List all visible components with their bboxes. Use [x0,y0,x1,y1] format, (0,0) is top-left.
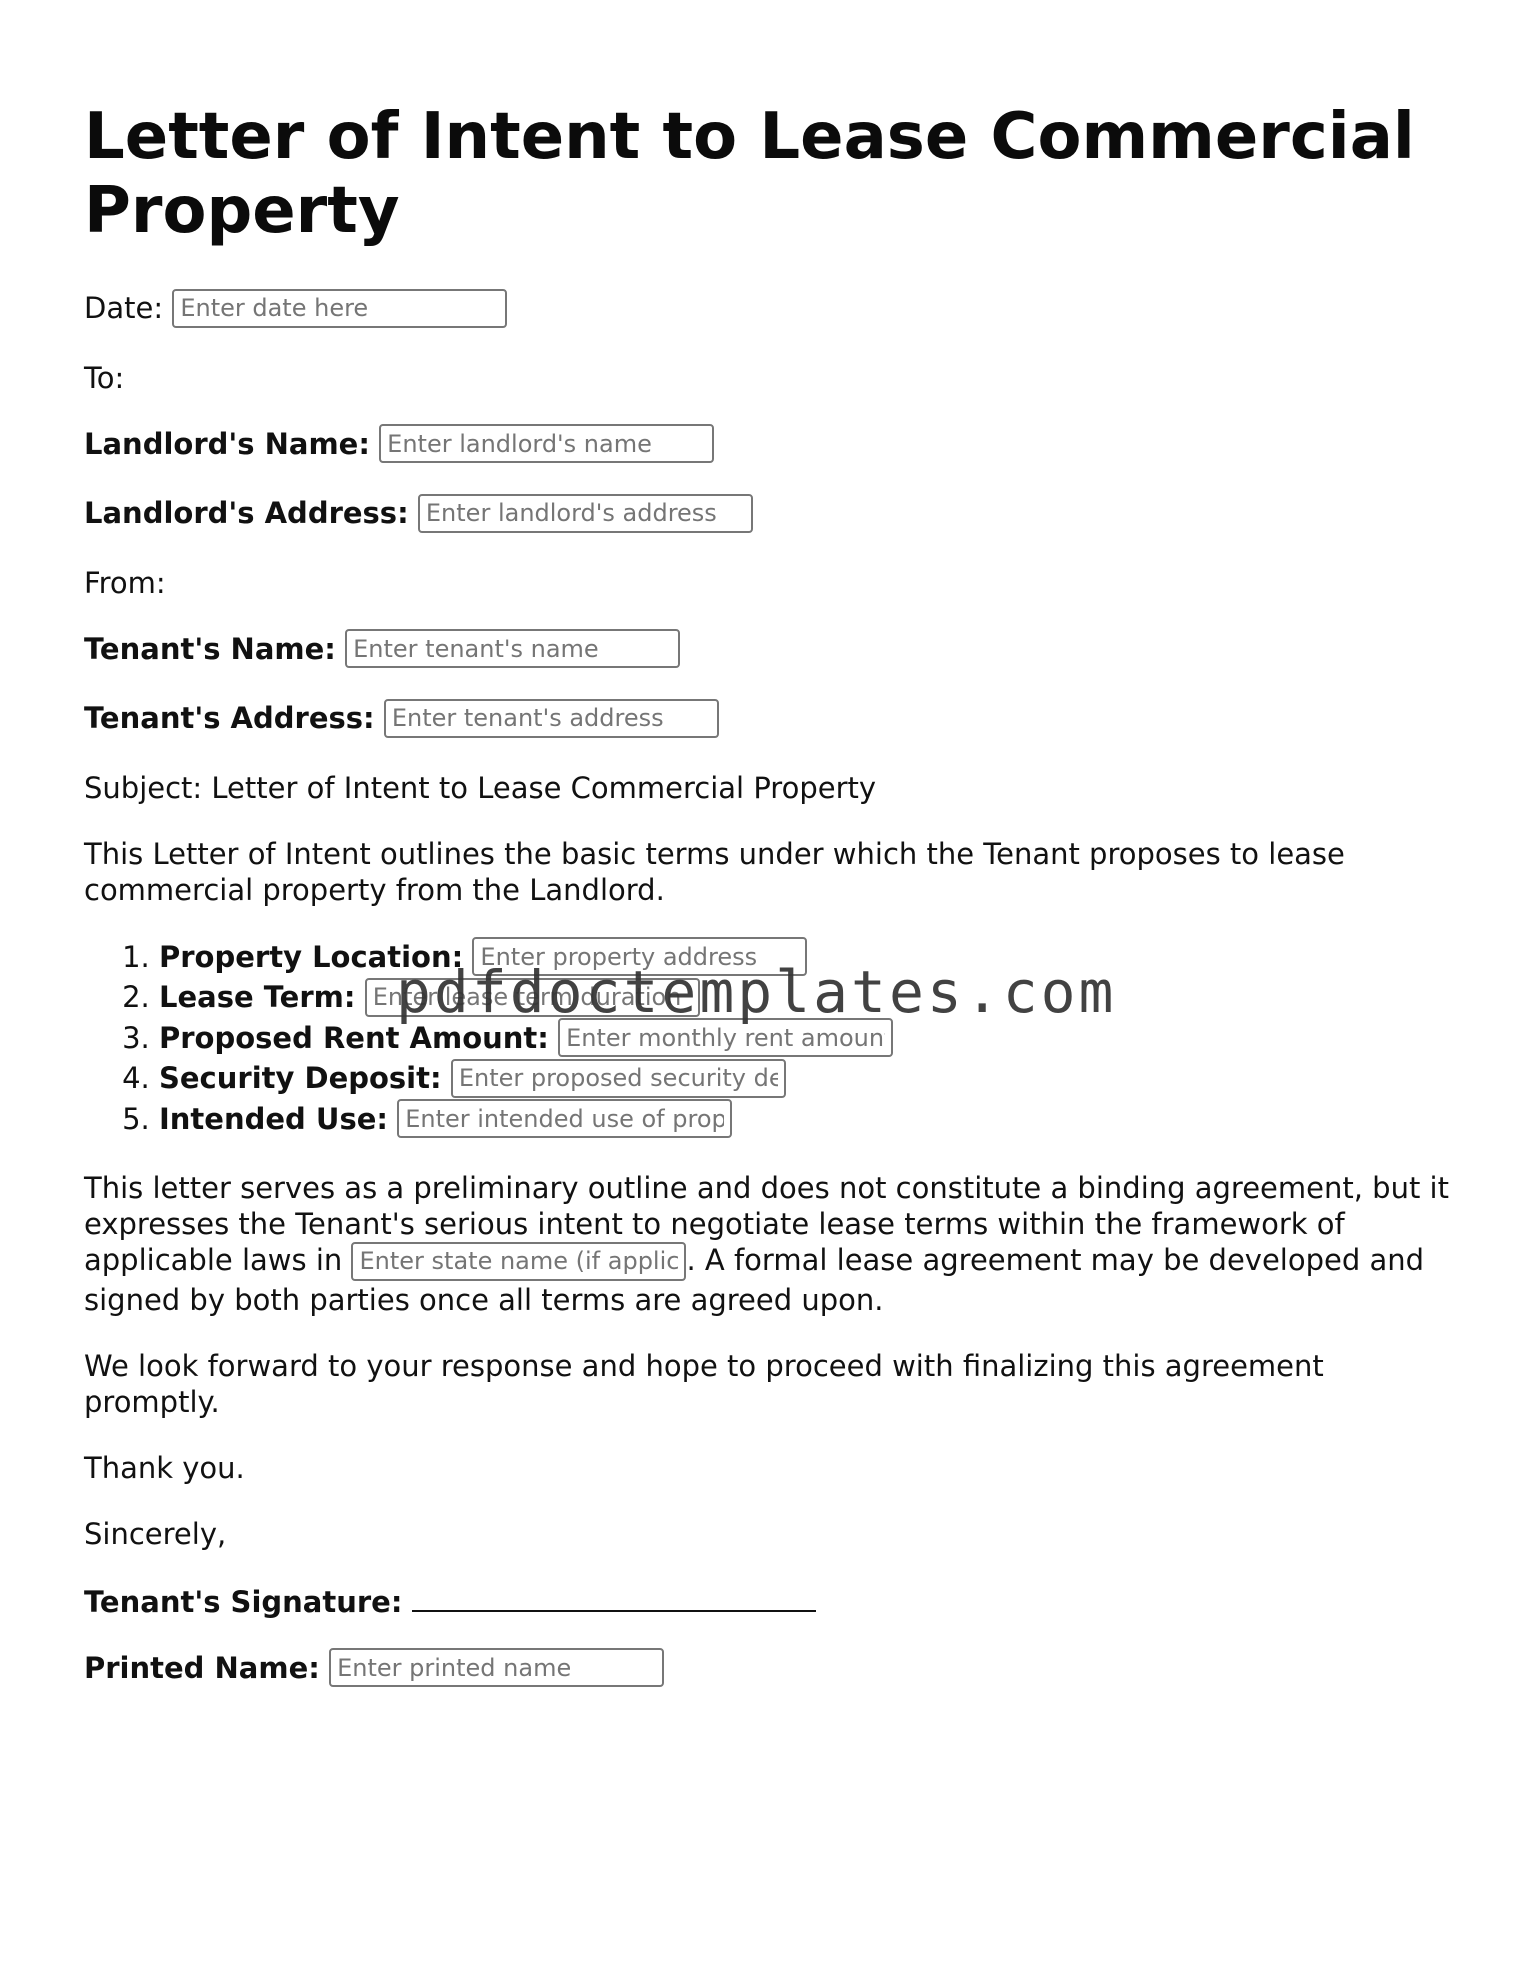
tenant-name-row [84,631,1454,671]
date-row [84,290,1454,330]
printed-name-label: Printed Name: [84,1650,320,1685]
rent-amount-input[interactable] [558,1018,893,1057]
property-location-label: Property Location: [159,939,464,974]
tenant-name-label: Tenant's Name: [84,631,336,666]
thank-you-text: Thank you. [84,1450,245,1485]
landlord-address-row [84,495,1454,535]
printed-name-row [84,1650,1454,1690]
from-label: From: [84,565,166,600]
page-title: Letter of Intent to Lease Commercial Property [84,100,1415,248]
landlord-address-input[interactable] [418,494,753,533]
landlord-address-label: Landlord's Address: [84,496,409,530]
date-label: Date: [84,291,164,325]
list-item [159,938,1454,979]
property-location-input[interactable] [472,937,807,976]
signature-row [84,1582,1454,1620]
security-deposit-input[interactable] [451,1059,786,1098]
disclaimer-paragraph [84,1170,1454,1318]
lease-term-label: Lease Term: [159,980,356,1014]
intro-paragraph: This Letter of Intent outlines the basic terms under which the Tenant proposes to lease commercial property from the Landlord. [84,836,1345,907]
lease-term-input[interactable] [365,978,700,1017]
rent-amount-label: Proposed Rent Amount: [159,1020,549,1055]
to-label: To: [84,360,125,395]
state-input[interactable] [351,1242,686,1281]
signature-label: Tenant's Signature: [84,1584,403,1619]
intended-use-input[interactable] [397,1099,732,1138]
landlord-name-label: Landlord's Name: [84,426,370,461]
tenant-address-row [84,700,1454,740]
tenant-name-input[interactable] [345,629,680,668]
printed-name-input[interactable] [329,1648,664,1687]
subject-line: Subject: Letter of Intent to Lease Commercial Property [84,770,877,805]
disclaimer-text-after: . A formal lease agreement may be developed and signed by both parties once all terms are agreed upon. [84,1243,1425,1317]
security-deposit-label: Security Deposit: [159,1061,442,1095]
terms-list [84,938,1454,1141]
intended-use-label: Intended Use: [159,1101,388,1136]
watermark-text: pdfdoctemplates.com [396,958,1117,1026]
list-item [159,1019,1454,1060]
letter-document [84,100,1454,1719]
tenant-address-label: Tenant's Address: [84,701,375,735]
list-item [159,978,1454,1019]
date-input[interactable] [172,289,507,328]
list-item [159,1100,1454,1141]
sincerely-text: Sincerely, [84,1516,227,1551]
signature-line[interactable] [412,1582,816,1612]
landlord-name-row [84,426,1454,466]
list-item [159,1059,1454,1100]
disclaimer-text-before: This letter serves as a preliminary outline and does not constitute a binding agreement, but it expresses the Tenant's serious intent to negotiate lease terms within the framework of applicable laws in [84,1171,1449,1277]
closing-paragraph: We look forward to your response and hope to proceed with finalizing this agreement promptly. [84,1348,1324,1419]
tenant-address-input[interactable] [384,699,719,738]
landlord-name-input[interactable] [379,424,714,463]
